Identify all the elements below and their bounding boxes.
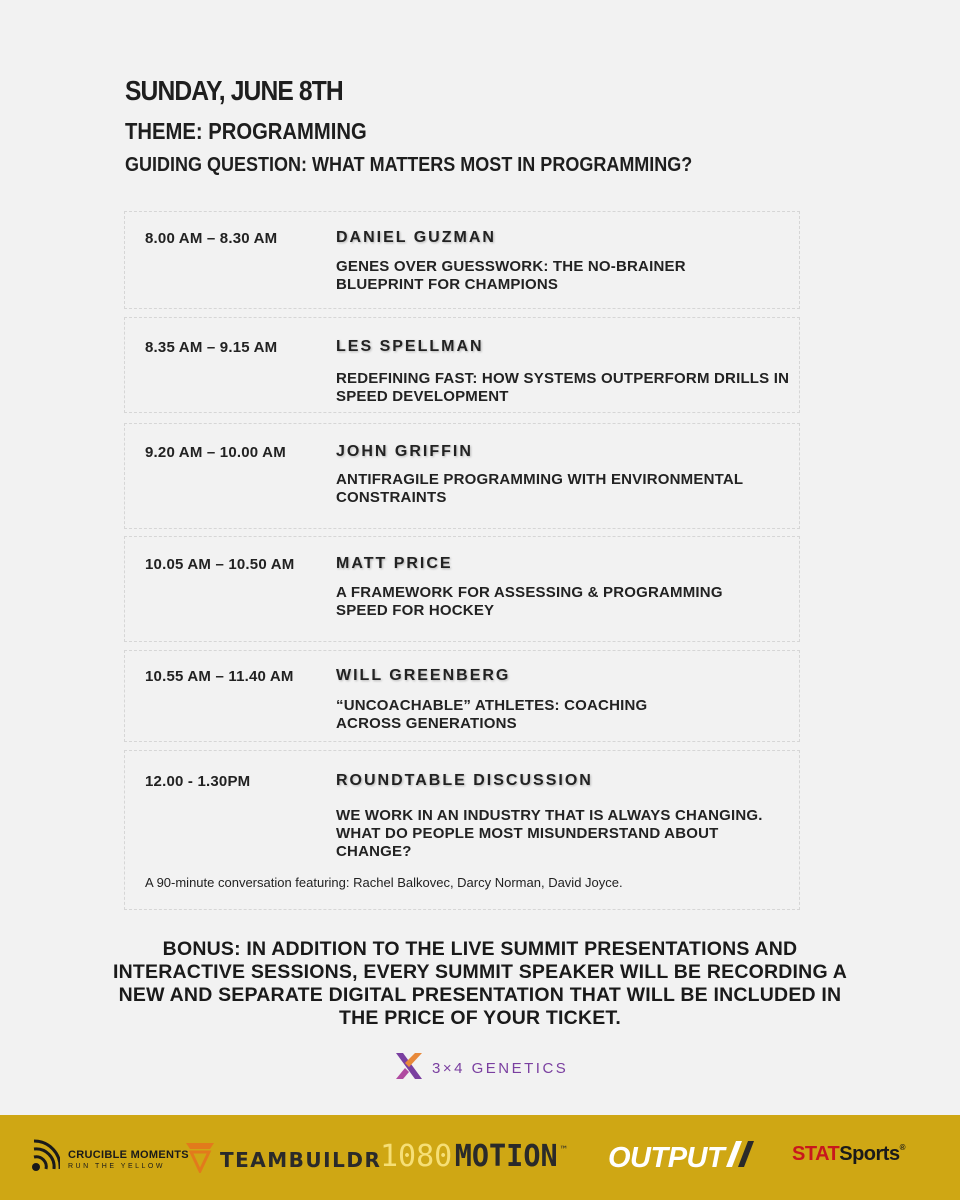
output-slash-icon [726,1141,756,1175]
teambuildr-wordmark: TEAMBUILDR [220,1147,382,1172]
sponsor-3x4-genetics[interactable] [394,1053,568,1083]
session-title: REDEFINING FAST: HOW SYSTEMS OUTPERFORM DRILLS IN SPEED DEVELOPMENT [336,370,790,405]
roundtable-note: A 90-minute conversation featuring: Rachel Balkovec, Darcy Norman, David Joyce. [145,875,623,890]
session-title: WE WORK IN AN INDUSTRY THAT IS ALWAYS CHANGING. WHAT DO PEOPLE MOST MISUNDERSTAND ABOUT CHANGE? [336,807,763,860]
session-speaker: JOHN GRIFFIN [336,443,473,460]
session-speaker: MATT PRICE [336,555,453,572]
session-speaker: ROUNDTABLE DISCUSSION [336,772,593,789]
session-time: 10.55 AM – 11.40 AM [145,668,294,685]
bonus-statement: BONUS: IN ADDITION TO THE LIVE SUMMIT PRESENTATIONS AND INTERACTIVE SESSIONS, EVERY SUMMIT SPEAKER WILL BE RECORDING A NEW AND SEPARATE DIGITAL PRESENTATION THAT WILL BE INCLUDED IN THE PRICE OF YOUR TICKET. [113,938,847,1029]
teambuildr-chevron-icon [186,1141,214,1178]
teambuildr-logo[interactable] [186,1141,381,1178]
statsports-logo[interactable] [792,1143,905,1166]
crucible-title: CRUCIBLE MOMENTS [68,1149,189,1161]
session-card [124,211,800,309]
sports-wordmark: Sports [839,1143,900,1165]
sponsor-name: 3×4 GENETICS [432,1059,569,1077]
session-time: 12.00 - 1.30PM [145,773,251,790]
session-speaker: DANIEL GUZMAN [336,229,496,246]
crucible-moments-logo[interactable] [28,1139,189,1180]
signal-waves-icon [28,1139,60,1180]
stat-wordmark: STAT [792,1143,840,1165]
output-logo[interactable] [608,1141,756,1175]
roundtable-card [124,750,800,910]
1080-motion-logo[interactable] [380,1139,567,1174]
session-card [124,423,800,529]
output-wordmark: OUTPUT [608,1141,725,1174]
session-card [124,317,800,413]
session-time: 8.00 AM – 8.30 AM [145,230,278,247]
session-time: 9.20 AM – 10.00 AM [145,444,286,461]
theme-heading: THEME: PROGRAMMING [125,118,367,144]
sponsor-footer [0,1115,960,1200]
session-speaker: LES SPELLMAN [336,338,484,355]
session-time: 8.35 AM – 9.15 AM [145,339,278,356]
guiding-question: GUIDING QUESTION: WHAT MATTERS MOST IN PROGRAMMING? [125,154,693,176]
crucible-tagline: RUN THE YELLOW [68,1163,165,1170]
motion-tm: ™ [560,1145,567,1156]
session-time: 10.05 AM – 10.50 AM [145,556,295,573]
motion-word: MOTION [454,1139,558,1174]
session-title: GENES OVER GUESSWORK: THE NO-BRAINER BLUEPRINT FOR CHAMPIONS [336,258,686,293]
schedule-header [125,74,755,178]
session-speaker: WILL GREENBERG [336,667,511,684]
session-title: A FRAMEWORK FOR ASSESSING & PROGRAMMING SPEED FOR HOCKEY [336,584,723,619]
session-title: ANTIFRAGILE PROGRAMMING WITH ENVIRONMENTAL CONSTRAINTS [336,471,743,506]
genetics-x-logo-icon [394,1051,424,1086]
session-card [124,536,800,642]
registered-icon: ® [899,1143,905,1152]
session-card [124,650,800,742]
page-title-date: SUNDAY, JUNE 8TH [125,75,343,106]
motion-prefix: 1080 [380,1139,453,1174]
session-title: “UNCOACHABLE” ATHLETES: COACHING ACROSS GENERATIONS [336,697,648,732]
